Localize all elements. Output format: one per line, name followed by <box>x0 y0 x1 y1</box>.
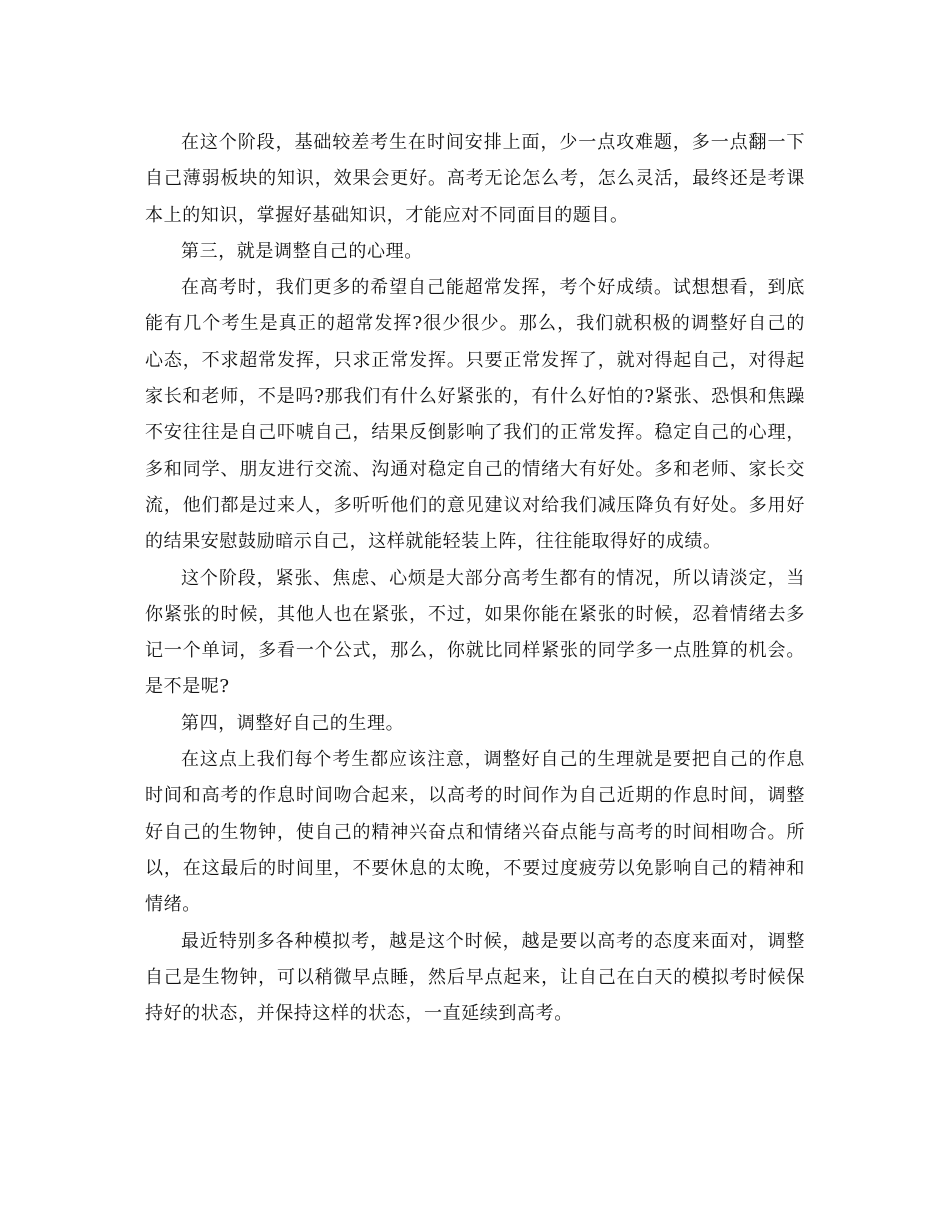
paragraph-psychology: 在高考时，我们更多的希望自己能超常发挥，考个好成绩。试想想看，到底能有几个考生是真正的超常发挥?很少很少。那么，我们就积极的调整好自己的心态，不求超常发挥，只求正常发挥。只要正常发挥了，就对得起自己，对得起家长和老师，不是吗?那我们有什么好紧张的，有什么好怕的?紧张、恐惧和焦躁不安往往是自己吓唬自己，结果反倒影响了我们的正常发挥。稳定自己的心理，多和同学、朋友进行交流、沟通对稳定自己的情绪大有好处。多和老师、家长交流，他们都是过来人，多听听他们的意见建议对给我们减压降负有好处。多用好的结果安慰鼓励暗示自己，这样就能轻装上阵，往往能取得好的成绩。 <box>145 277 805 553</box>
document-body <box>145 125 805 1032</box>
paragraph-physiology: 在这点上我们每个考生都应该注意，调整好自己的生理就是要把自己的作息时间和高考的作息时间吻合起来，以高考的时间作为自己近期的作息时间，调整好自己的生物钟，使自己的精神兴奋点和情绪兴奋点能与高考的时间相吻合。所以，在这最后的时间里，不要休息的太晚，不要过度疲劳以免影响自己的精神和情绪。 <box>145 749 805 916</box>
heading-third-psychology: 第三，就是调整自己的心理。 <box>181 240 423 262</box>
paragraph-basics: 在这个阶段，基础较差考生在时间安排上面，少一点攻难题，多一点翻一下自己薄弱板块的知识，效果会更好。高考无论怎么考，怎么灵活，最终还是考课本上的知识，掌握好基础知识，才能应对不同面目的题目。 <box>145 132 805 226</box>
paragraph-mock-exams: 最近特别多各种模拟考，越是这个时候，越是要以高考的态度来面对，调整自己是生物钟，可以稍微早点睡，然后早点起来，让自己在白天的模拟考时候保持好的状态，并保持这样的状态，一直延续到高考。 <box>145 930 805 1025</box>
heading-fourth-physiology: 第四，调整好自己的生理。 <box>181 712 405 734</box>
paragraph-anxiety: 这个阶段，紧张、焦虑、心烦是大部分高考生都有的情况，所以请淡定，当你紧张的时候，其他人也在紧张，不过，如果你能在紧张的时候，忍着情绪去多记一个单词，多看一个公式，那么，你就比同样紧张的同学多一点胜算的机会。是不是呢? <box>145 567 805 698</box>
